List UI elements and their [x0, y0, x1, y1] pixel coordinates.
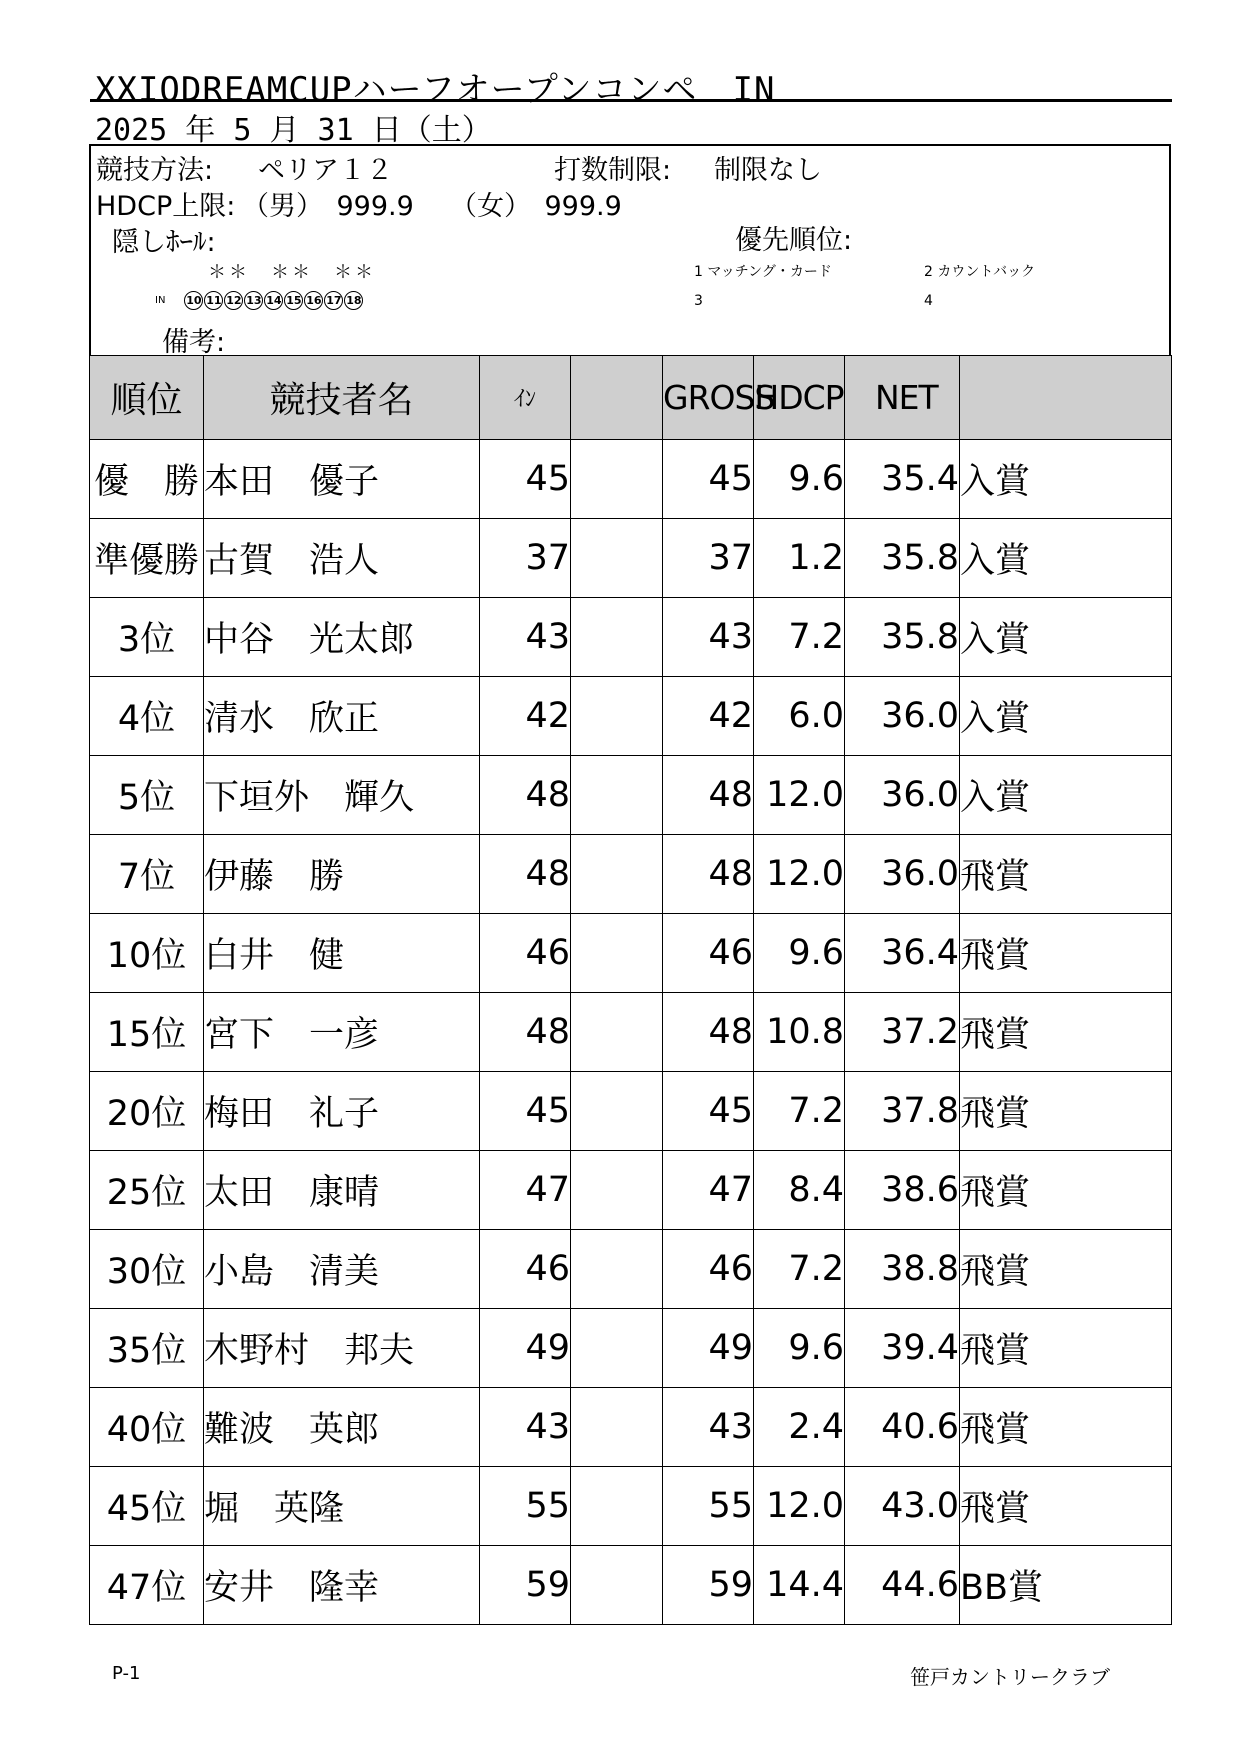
remarks-label: 備考: [162, 327, 226, 358]
hole-14: 14 [264, 291, 283, 310]
page-number: P-1 [112, 1663, 141, 1684]
table-row [90, 1467, 1172, 1546]
table-header-row [90, 356, 1172, 440]
rank-cell: 5位 [90, 756, 204, 835]
hdcp-cell: 9.6 [754, 914, 845, 993]
hdcp-cell: 12.0 [754, 835, 845, 914]
hdcp-cell: 8.4 [754, 1151, 845, 1230]
table-row [90, 440, 1172, 519]
table-row [90, 835, 1172, 914]
name-cell: 本田 優子 [204, 440, 480, 519]
page-title: XXIODREAMCUPハーフオープンコンペ IN [95, 70, 776, 110]
rank-cell: 優 勝 [90, 440, 204, 519]
net-cell: 36.4 [845, 914, 960, 993]
header-award [960, 356, 1172, 440]
priority-4: 4 [924, 293, 933, 309]
name-cell: 下垣外 輝久 [204, 756, 480, 835]
blank-cell [571, 914, 663, 993]
award-cell: 飛賞 [960, 1467, 1172, 1546]
table-row [90, 1546, 1172, 1625]
in-score-cell: 55 [480, 1467, 571, 1546]
award-cell: 飛賞 [960, 1230, 1172, 1309]
hole-list [155, 291, 363, 310]
blank-cell [571, 519, 663, 598]
hole-12: 12 [224, 291, 243, 310]
rank-cell: 30位 [90, 1230, 204, 1309]
blank-cell [571, 1467, 663, 1546]
rank-cell: 35位 [90, 1309, 204, 1388]
name-cell: 小島 清美 [204, 1230, 480, 1309]
gross-cell: 37 [663, 519, 754, 598]
rank-cell: 10位 [90, 914, 204, 993]
in-score-cell: 43 [480, 598, 571, 677]
name-cell: 中谷 光太郎 [204, 598, 480, 677]
gross-cell: 48 [663, 993, 754, 1072]
hdcp-cell: 10.8 [754, 993, 845, 1072]
header-hdcp: HDCP [754, 356, 845, 440]
hdcp-cell: 7.2 [754, 1072, 845, 1151]
net-cell: 35.4 [845, 440, 960, 519]
hdcp-cell: 12.0 [754, 756, 845, 835]
award-cell: 飛賞 [960, 1151, 1172, 1230]
in-score-cell: 48 [480, 756, 571, 835]
priority-label: 優先順位: [735, 225, 853, 256]
gross-cell: 45 [663, 1072, 754, 1151]
table-row [90, 756, 1172, 835]
in-score-cell: 49 [480, 1309, 571, 1388]
blank-cell [571, 835, 663, 914]
blank-cell [571, 756, 663, 835]
header-name: 競技者名 [204, 356, 480, 440]
hdcp-cell: 2.4 [754, 1388, 845, 1467]
name-cell: 安井 隆幸 [204, 1546, 480, 1625]
name-cell: 伊藤 勝 [204, 835, 480, 914]
limit-label: 打数制限: [554, 155, 672, 186]
award-cell: 飛賞 [960, 1072, 1172, 1151]
hole-17: 17 [324, 291, 343, 310]
hole-10: 10 [184, 291, 203, 310]
in-score-cell: 46 [480, 1230, 571, 1309]
title-underline [90, 99, 1172, 102]
net-cell: 36.0 [845, 835, 960, 914]
hdcp-cell: 14.4 [754, 1546, 845, 1625]
hdcp-cell: 9.6 [754, 1309, 845, 1388]
blank-cell [571, 993, 663, 1072]
award-cell: BB賞 [960, 1546, 1172, 1625]
table-row [90, 1309, 1172, 1388]
award-cell: 入賞 [960, 519, 1172, 598]
net-cell: 37.2 [845, 993, 960, 1072]
blank-cell [571, 598, 663, 677]
gross-cell: 43 [663, 1388, 754, 1467]
hdcp-cell: 7.2 [754, 598, 845, 677]
net-cell: 36.0 [845, 677, 960, 756]
gross-cell: 48 [663, 756, 754, 835]
gross-cell: 59 [663, 1546, 754, 1625]
hdcp-cell: 6.0 [754, 677, 845, 756]
in-score-cell: 48 [480, 993, 571, 1072]
hidden-hole-label: 隠しﾎｰﾙ: [112, 227, 216, 258]
gross-cell: 46 [663, 914, 754, 993]
gross-cell: 55 [663, 1467, 754, 1546]
blank-cell [571, 1151, 663, 1230]
in-score-cell: 42 [480, 677, 571, 756]
hdcp-label: HDCP上限: [96, 191, 236, 222]
hole-15: 15 [284, 291, 303, 310]
method-label: 競技方法: [96, 155, 214, 186]
hdcp-men: （男） 999.9 [242, 191, 414, 222]
hdcp-cell: 9.6 [754, 440, 845, 519]
net-cell: 37.8 [845, 1072, 960, 1151]
blank-cell [571, 1388, 663, 1467]
header-in: ｲﾝ [480, 356, 571, 440]
blank-cell [571, 1309, 663, 1388]
rank-cell: 47位 [90, 1546, 204, 1625]
rank-cell: 45位 [90, 1467, 204, 1546]
net-cell: 40.6 [845, 1388, 960, 1467]
hdcp-cell: 1.2 [754, 519, 845, 598]
blank-cell [571, 1230, 663, 1309]
award-cell: 飛賞 [960, 835, 1172, 914]
rank-cell: 4位 [90, 677, 204, 756]
priority-2: 2 カウントバック [924, 264, 1036, 280]
event-date: 2025 年 5 月 31 日（土） [95, 113, 492, 148]
in-score-cell: 37 [480, 519, 571, 598]
blank-cell [571, 677, 663, 756]
net-cell: 35.8 [845, 598, 960, 677]
limit-value: 制限なし [714, 155, 822, 186]
rank-cell: 7位 [90, 835, 204, 914]
table-row [90, 914, 1172, 993]
name-cell: 古賀 浩人 [204, 519, 480, 598]
hdcp-cell: 12.0 [754, 1467, 845, 1546]
hole-13: 13 [244, 291, 263, 310]
award-cell: 入賞 [960, 677, 1172, 756]
hdcp-cell: 7.2 [754, 1230, 845, 1309]
table-row [90, 993, 1172, 1072]
header-net: NET [845, 356, 960, 440]
hole-18: 18 [344, 291, 363, 310]
in-score-cell: 43 [480, 1388, 571, 1467]
table-row [90, 1072, 1172, 1151]
table-row [90, 677, 1172, 756]
rank-cell: 準優勝 [90, 519, 204, 598]
rank-cell: 3位 [90, 598, 204, 677]
name-cell: 堀 英隆 [204, 1467, 480, 1546]
hole-11: 11 [204, 291, 223, 310]
award-cell: 飛賞 [960, 1388, 1172, 1467]
name-cell: 白井 健 [204, 914, 480, 993]
in-score-cell: 45 [480, 1072, 571, 1151]
hdcp-women: （女） 999.9 [450, 191, 622, 222]
in-score-cell: 46 [480, 914, 571, 993]
award-cell: 飛賞 [960, 914, 1172, 993]
gross-cell: 47 [663, 1151, 754, 1230]
name-cell: 太田 康晴 [204, 1151, 480, 1230]
blank-cell [571, 440, 663, 519]
in-score-cell: 45 [480, 440, 571, 519]
hidden-hole-marks: ＊＊ ＊＊ ＊＊ [208, 262, 376, 283]
header-blank [571, 356, 663, 440]
award-cell: 入賞 [960, 598, 1172, 677]
in-score-cell: 59 [480, 1546, 571, 1625]
gross-cell: 46 [663, 1230, 754, 1309]
rank-cell: 25位 [90, 1151, 204, 1230]
club-name: 笹戸カントリークラブ [910, 1665, 1110, 1689]
method-value: ペリア１２ [258, 155, 393, 186]
table-row [90, 519, 1172, 598]
name-cell: 梅田 礼子 [204, 1072, 480, 1151]
gross-cell: 48 [663, 835, 754, 914]
net-cell: 35.8 [845, 519, 960, 598]
rank-cell: 15位 [90, 993, 204, 1072]
name-cell: 清水 欣正 [204, 677, 480, 756]
name-cell: 宮下 一彦 [204, 993, 480, 1072]
priority-1: 1 マッチング・カード [694, 264, 832, 280]
gross-cell: 45 [663, 440, 754, 519]
net-cell: 38.8 [845, 1230, 960, 1309]
net-cell: 38.6 [845, 1151, 960, 1230]
rank-cell: 40位 [90, 1388, 204, 1467]
header-gross: GROSS [663, 356, 754, 440]
blank-cell [571, 1546, 663, 1625]
blank-cell [571, 1072, 663, 1151]
award-cell: 入賞 [960, 756, 1172, 835]
table-row [90, 1151, 1172, 1230]
gross-cell: 42 [663, 677, 754, 756]
results-table [89, 355, 1172, 1625]
net-cell: 44.6 [845, 1546, 960, 1625]
rank-cell: 20位 [90, 1072, 204, 1151]
hole-16: 16 [304, 291, 323, 310]
table-row [90, 1388, 1172, 1467]
in-course-label: IN [155, 295, 166, 306]
net-cell: 39.4 [845, 1309, 960, 1388]
award-cell: 飛賞 [960, 993, 1172, 1072]
priority-3: 3 [694, 293, 703, 309]
gross-cell: 49 [663, 1309, 754, 1388]
table-row [90, 1230, 1172, 1309]
in-score-cell: 48 [480, 835, 571, 914]
gross-cell: 43 [663, 598, 754, 677]
net-cell: 43.0 [845, 1467, 960, 1546]
in-score-cell: 47 [480, 1151, 571, 1230]
table-row [90, 598, 1172, 677]
name-cell: 難波 英郎 [204, 1388, 480, 1467]
award-cell: 入賞 [960, 440, 1172, 519]
net-cell: 36.0 [845, 756, 960, 835]
header-rank: 順位 [90, 356, 204, 440]
name-cell: 木野村 邦夫 [204, 1309, 480, 1388]
award-cell: 飛賞 [960, 1309, 1172, 1388]
